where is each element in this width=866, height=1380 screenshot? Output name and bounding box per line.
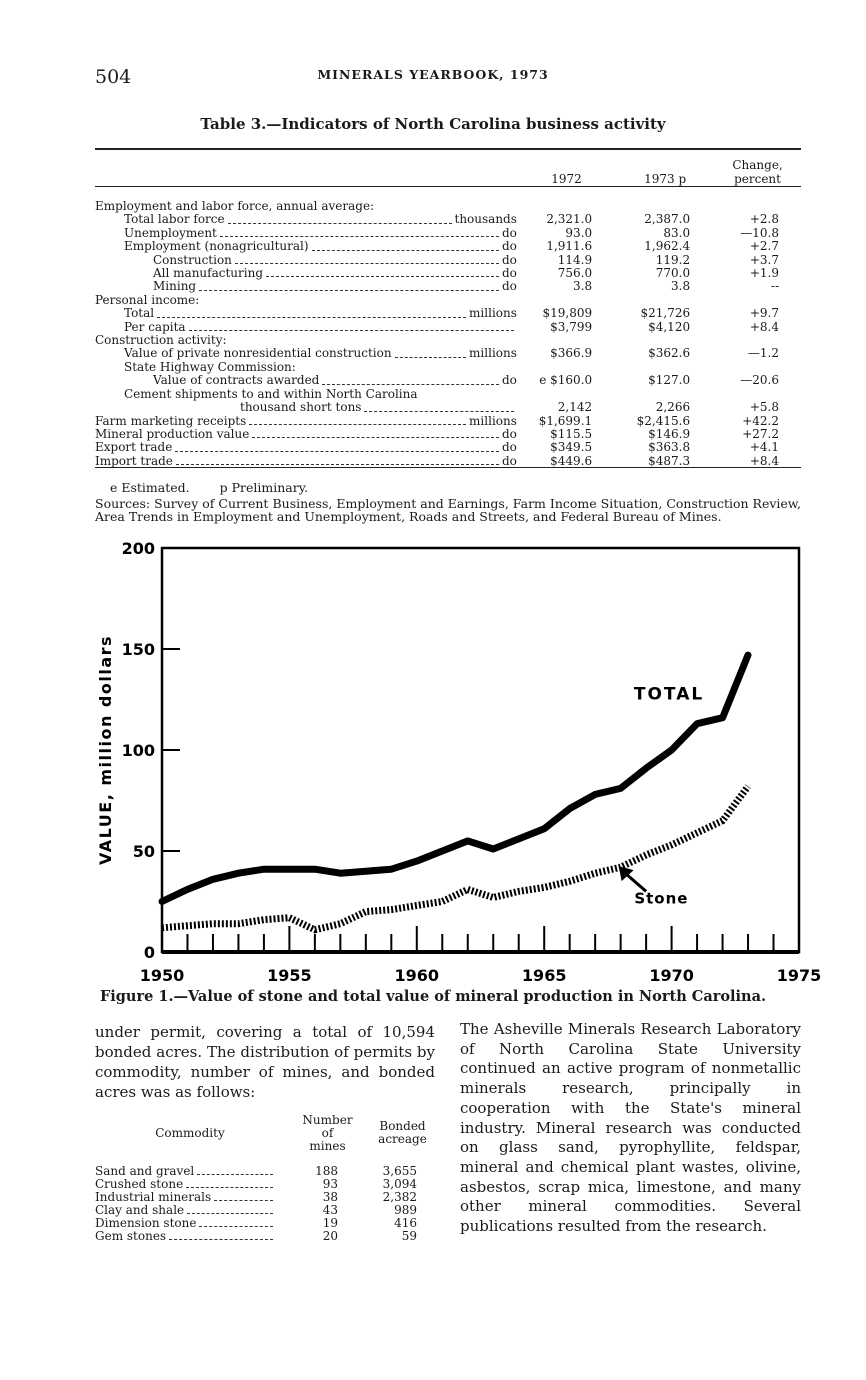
x-tick-label: 1950 — [139, 966, 185, 985]
cell-v1972: $3,799 — [550, 319, 593, 334]
table-row — [95, 428, 801, 441]
x-tick-label: 1955 — [267, 966, 312, 985]
leader-dots — [395, 357, 466, 358]
row-unit: do — [501, 454, 517, 468]
cell-change — [714, 361, 801, 374]
cell-v1972: $449.6 — [550, 453, 593, 468]
x-tick-label: 1975 — [776, 966, 822, 985]
header-change-line1: Change, — [732, 158, 783, 173]
y-tick-label: 200 — [121, 540, 155, 558]
page-number: 504 — [95, 66, 132, 88]
row-label: Mineral production value — [95, 427, 250, 441]
row-label: Farm marketing receipts — [95, 414, 247, 428]
row-label: Employment and labor force, annual average: — [95, 200, 375, 213]
leader-dots — [214, 1200, 273, 1201]
cell-v1972: 756.0 — [557, 266, 593, 281]
t4-commodity: Crushed stone — [95, 1178, 184, 1191]
row-unit: millions — [469, 414, 517, 428]
cell-v1972 — [517, 294, 616, 307]
t4-row — [95, 1204, 435, 1217]
t4-commodity: Gem stones — [95, 1230, 167, 1243]
table-row — [95, 280, 801, 293]
table-row — [95, 361, 801, 374]
leader-dots — [228, 223, 452, 224]
header-1973: 1973 p — [644, 171, 687, 186]
y-tick-label: 150 — [121, 640, 155, 659]
leader-dots — [175, 451, 499, 452]
cell-v1972: $366.9 — [550, 346, 593, 361]
x-tick-label: 1965 — [521, 966, 567, 985]
cell-v1972 — [517, 388, 616, 401]
row-label: Total — [124, 307, 155, 321]
t4-acreage: 3,655 — [382, 1164, 417, 1178]
cell-v1972: e $160.0 — [539, 373, 593, 388]
cell-change: +2.8 — [749, 212, 779, 227]
table-row — [95, 227, 801, 240]
cell-v1973: $4,120 — [648, 319, 691, 334]
cell-change: +2.7 — [749, 239, 779, 254]
note-preliminary: p Preliminary. — [219, 480, 309, 495]
cell-change: +8.4 — [749, 453, 779, 468]
table-notes — [95, 481, 801, 524]
table-body — [95, 200, 801, 468]
row-unit: do — [501, 267, 517, 281]
cell-change: +3.7 — [749, 252, 779, 267]
series-label-stone: Stone — [634, 889, 689, 908]
table-row — [95, 307, 801, 320]
header-1972: 1972 — [551, 171, 582, 186]
t4-commodity: Industrial minerals — [95, 1191, 212, 1204]
table-title: Table 3.—Indicators of North Carolina business activity — [200, 115, 666, 133]
table-row — [95, 455, 801, 468]
table-row — [95, 347, 801, 360]
table-row — [95, 321, 801, 334]
table-row — [95, 374, 801, 387]
t4-acreage: 59 — [401, 1229, 417, 1243]
t4-commodity: Dimension stone — [95, 1217, 197, 1230]
cell-v1973: $146.9 — [648, 426, 691, 441]
cell-v1972 — [517, 200, 616, 213]
table-row — [95, 200, 801, 213]
leader-dots — [169, 1239, 273, 1240]
table-row — [95, 240, 801, 253]
t4-row — [95, 1230, 435, 1243]
row-label: Total labor force — [124, 213, 225, 227]
series-label-total: TOTAL — [633, 684, 705, 705]
leader-dots — [186, 1187, 273, 1188]
left-column-text: under permit, covering a total of 10,594 bonded acres. The distribution of permits by commodity, number of mines, and bonded acres was as follows: — [95, 1023, 435, 1101]
leader-dots — [364, 411, 513, 412]
table-row — [95, 267, 801, 280]
y-axis-label: VALUE, million dollars — [96, 634, 115, 866]
leader-dots — [220, 236, 499, 237]
cell-v1972: 3.8 — [573, 279, 593, 294]
cell-v1973: 3.8 — [671, 279, 691, 294]
table-row — [95, 334, 801, 347]
t4-row — [95, 1191, 435, 1204]
row-label: Mining — [153, 280, 197, 294]
y-tick-label: 0 — [143, 943, 155, 962]
cell-v1972: $19,809 — [542, 306, 593, 321]
row-label: Construction — [153, 253, 232, 267]
t4-commodity: Clay and shale — [95, 1204, 185, 1217]
cell-v1973: $362.6 — [648, 346, 691, 361]
row-label: State Highway Commission: — [124, 360, 296, 374]
row-unit: millions — [469, 307, 517, 321]
cell-v1973: 2,387.0 — [644, 212, 691, 227]
table-sources: Sources: Survey of Current Business, Employment and Earnings, Farm Income Situation, Construction Review, Area Trends in Employment and Unemployment, Roads and Streets, and Federal Bureau of Mines. — [95, 495, 801, 524]
chart-labels — [96, 540, 821, 985]
t4-acreage: 3,094 — [382, 1177, 417, 1191]
row-label: Cement shipments to and within North Carolina — [124, 387, 418, 401]
row-unit: do — [501, 427, 517, 441]
cell-v1973 — [616, 334, 714, 347]
t4-mines: 188 — [315, 1164, 338, 1178]
row-label: All manufacturing — [153, 267, 263, 281]
leader-dots — [187, 1213, 273, 1214]
leader-dots — [249, 424, 466, 425]
row-label: Employment (nonagricultural) — [124, 240, 309, 254]
t4-acreage: 416 — [394, 1216, 417, 1230]
cell-change: +4.1 — [749, 440, 779, 455]
row-unit: thousands — [454, 213, 517, 227]
table-row — [95, 388, 801, 401]
t4-header-mines — [285, 1108, 370, 1158]
cell-change: +42.2 — [742, 413, 779, 428]
cell-change: +8.4 — [749, 319, 779, 334]
header-change-line2: percent — [734, 171, 781, 186]
cell-v1973: $363.8 — [648, 440, 691, 455]
cell-change — [714, 334, 801, 347]
cell-v1973: 770.0 — [655, 266, 691, 281]
cell-v1973: 83.0 — [663, 225, 691, 240]
cell-v1972: 1,911.6 — [546, 239, 593, 254]
header-change — [714, 151, 801, 186]
leader-dots — [312, 250, 499, 251]
cell-v1972 — [517, 334, 616, 347]
row-label: Construction activity: — [95, 334, 227, 348]
cell-v1973: $21,726 — [640, 306, 691, 321]
t4-header-acreage-line1: Bonded — [379, 1119, 426, 1133]
leader-dots — [157, 317, 466, 318]
table-row — [95, 294, 801, 307]
t4-row — [95, 1217, 435, 1230]
leader-dots — [199, 1226, 273, 1227]
leader-dots — [252, 437, 499, 438]
cell-v1973: $127.0 — [648, 373, 691, 388]
table-row — [95, 415, 801, 428]
cell-v1973 — [616, 388, 714, 401]
table-row — [95, 213, 801, 226]
t4-body — [95, 1165, 435, 1243]
row-label: Unemployment — [124, 226, 217, 240]
row-unit: do — [501, 280, 517, 294]
cell-v1973: 1,962.4 — [644, 239, 691, 254]
t4-header-mines-line2: of — [321, 1125, 334, 1140]
cell-v1972 — [517, 361, 616, 374]
row-label: Value of private nonresidential construction — [124, 347, 392, 361]
cell-v1972: 2,142 — [557, 400, 593, 415]
t4-mines: 43 — [322, 1203, 338, 1217]
leader-dots — [235, 263, 499, 264]
row-unit: do — [501, 374, 517, 388]
row-unit: do — [501, 240, 517, 254]
cell-change — [714, 200, 801, 213]
row-unit: do — [501, 253, 517, 267]
row-unit: do — [501, 441, 517, 455]
t4-header-commodity: Commodity — [155, 1125, 225, 1140]
t4-commodity: Sand and gravel — [95, 1165, 195, 1178]
row-label: Per capita — [124, 320, 186, 334]
table-row — [95, 401, 801, 414]
leader-dots — [266, 276, 499, 277]
cell-v1973 — [616, 361, 714, 374]
t4-mines: 20 — [322, 1229, 338, 1243]
cell-v1973: 2,266 — [655, 400, 691, 415]
t4-header-acreage — [370, 1108, 435, 1158]
cell-v1972: 93.0 — [565, 225, 593, 240]
table-top-rule — [95, 148, 801, 150]
cell-v1972: $1,699.1 — [538, 413, 593, 428]
cell-change: -- — [770, 279, 779, 294]
table-row — [95, 254, 801, 267]
cell-change: +1.9 — [749, 266, 779, 281]
row-label: Import trade — [95, 454, 173, 468]
mineral-production-chart — [95, 540, 835, 985]
t4-header-acreage-line2: acreage — [378, 1132, 427, 1146]
y-tick-label: 100 — [121, 741, 155, 760]
cell-change: +5.8 — [749, 400, 779, 415]
figure-caption: Figure 1.—Value of stone and total value of mineral production in North Carolina. — [99, 988, 767, 1005]
cell-change: +27.2 — [742, 426, 779, 441]
leader-dots — [176, 464, 499, 465]
cell-v1973: $487.3 — [648, 453, 691, 468]
row-label: thousand short tons — [240, 401, 362, 415]
cell-change — [714, 388, 801, 401]
table-row — [95, 441, 801, 454]
t4-mines: 93 — [322, 1177, 338, 1191]
y-tick-label: 50 — [132, 842, 155, 861]
row-label: Value of contracts awarded — [153, 374, 320, 388]
permits-table — [95, 1108, 435, 1243]
x-tick-label: 1960 — [394, 966, 440, 985]
leader-dots — [189, 330, 514, 331]
t4-acreage: 989 — [394, 1203, 417, 1217]
t4-mines: 38 — [322, 1190, 338, 1204]
cell-change: —10.8 — [740, 225, 779, 240]
cell-change: +9.7 — [749, 306, 779, 321]
t4-header-mines-line3: mines — [309, 1138, 346, 1153]
header-blank — [95, 151, 517, 186]
cell-change: —20.6 — [740, 373, 779, 388]
cell-change — [714, 294, 801, 307]
t4-acreage: 2,382 — [382, 1190, 417, 1204]
cell-v1972: 114.9 — [557, 252, 593, 267]
note-estimated: e Estimated. — [110, 480, 190, 495]
cell-v1972: $349.5 — [550, 440, 593, 455]
x-tick-label: 1970 — [649, 966, 694, 985]
right-column-text: The Asheville Minerals Research Laboratory of North Carolina State University continued an active program of nonmetallic minerals research, principally in cooperation with the State's mineral industry. Mineral research was conducted on glass sand, pyrophyllite, feldspar, mineral and chemical plant wastes, olivine, asbestos, scrap mica, limestone, and many other mineral commodities. Several publications resulted from the research. — [460, 1020, 801, 1236]
cell-v1973: $2,415.6 — [636, 413, 691, 428]
cell-v1972: $115.5 — [550, 426, 593, 441]
t4-header-mines-line1: Number — [302, 1112, 353, 1127]
cell-v1973: 119.2 — [655, 252, 691, 267]
series-line-stone — [162, 786, 748, 929]
row-unit: do — [501, 226, 517, 240]
cell-v1973 — [616, 200, 714, 213]
leader-dots — [197, 1174, 273, 1175]
leader-dots — [199, 290, 499, 291]
row-label: Personal income: — [95, 293, 200, 307]
business-activity-table — [95, 151, 801, 468]
row-label: Export trade — [95, 441, 173, 455]
t4-mines: 19 — [322, 1216, 338, 1230]
cell-v1973 — [616, 294, 714, 307]
leader-dots — [322, 384, 499, 385]
cell-change: —1.2 — [747, 346, 779, 361]
running-head: MINERALS YEARBOOK, 1973 — [317, 67, 549, 82]
row-unit: millions — [469, 347, 517, 361]
cell-v1972: 2,321.0 — [546, 212, 593, 227]
